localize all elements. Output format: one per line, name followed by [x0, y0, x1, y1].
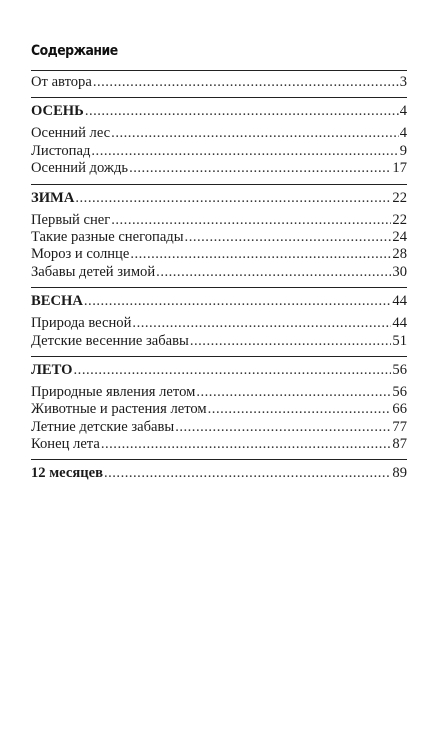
toc-page-number: 3	[399, 74, 407, 90]
dot-leader	[208, 401, 392, 418]
toc-entry	[31, 212, 407, 229]
toc-page-number: 24	[392, 228, 407, 245]
toc-page-number: 30	[392, 263, 407, 280]
toc-entry-label: ЛЕТО	[31, 361, 73, 378]
dot-leader	[111, 212, 391, 229]
toc-page-number: 22	[392, 211, 407, 228]
toc-section	[31, 97, 407, 177]
toc-entry	[31, 160, 407, 177]
toc-section	[31, 459, 407, 487]
toc-page-number: 87	[392, 436, 407, 453]
toc-entry	[31, 315, 407, 332]
dot-leader	[196, 384, 391, 401]
dot-leader	[185, 229, 392, 246]
toc-entry	[31, 264, 407, 281]
toc-entry	[31, 246, 407, 263]
toc-entry-label: ЗИМА	[31, 189, 75, 206]
toc-entry	[31, 74, 407, 91]
toc-page-number: 56	[392, 361, 407, 378]
toc-page-number: 28	[392, 246, 407, 263]
toc-part-heading	[31, 362, 407, 384]
toc-section	[31, 70, 407, 91]
dot-leader	[84, 293, 392, 310]
dot-leader	[130, 246, 391, 263]
table-of-contents	[31, 70, 407, 493]
dot-leader	[156, 264, 391, 281]
dot-leader	[190, 333, 392, 350]
toc-entry-label: Природные явления летом	[31, 383, 196, 400]
dot-leader	[104, 465, 391, 482]
toc-page-number: 77	[392, 418, 407, 435]
dot-leader	[111, 125, 399, 142]
toc-entry-label: Животные и растения летом	[31, 401, 207, 418]
toc-entry-label: Детские весенние забавы	[31, 332, 189, 349]
dot-leader	[91, 143, 398, 160]
toc-entry-label: ОСЕНЬ	[31, 103, 84, 120]
toc-entry-label: От автора	[31, 74, 92, 90]
toc-entry	[31, 229, 407, 246]
page-title: Содержание	[31, 43, 118, 59]
toc-page-number: 17	[392, 160, 407, 177]
toc-section	[31, 356, 407, 454]
toc-page-number: 9	[399, 142, 407, 159]
dot-leader	[85, 103, 399, 120]
toc-page-number: 44	[392, 315, 407, 332]
toc-page-number: 66	[392, 401, 407, 418]
dot-leader	[93, 74, 399, 91]
toc-entry-label: Первый снег	[31, 211, 111, 228]
toc-entry-label: Забавы детей зимой	[31, 263, 156, 280]
dot-leader	[129, 160, 391, 177]
toc-entry	[31, 333, 407, 350]
toc-entry	[31, 401, 407, 418]
dot-leader	[74, 362, 392, 379]
toc-page-number: 4	[399, 103, 407, 120]
toc-part-heading	[31, 103, 407, 125]
dot-leader	[175, 419, 391, 436]
toc-entry	[31, 384, 407, 401]
toc-section	[31, 184, 407, 282]
toc-entry-label: Осенний дождь	[31, 160, 129, 177]
toc-page-number: 4	[399, 125, 407, 142]
toc-page-number: 44	[392, 293, 407, 310]
toc-entry	[31, 419, 407, 436]
dot-leader	[75, 190, 391, 207]
toc-entry-label: Летние детские забавы	[31, 418, 175, 435]
toc-entry	[31, 436, 407, 453]
toc-section	[31, 287, 407, 350]
toc-entry	[31, 143, 407, 160]
toc-part-heading	[31, 293, 407, 315]
toc-page-number: 89	[392, 465, 407, 482]
toc-entry	[31, 125, 407, 142]
toc-entry-label: ВЕСНА	[31, 293, 83, 310]
toc-entry-label: Такие разные снегопады	[31, 228, 184, 245]
toc-page-number: 51	[392, 332, 407, 349]
toc-entry-label: Конец лета	[31, 436, 100, 453]
toc-page-number: 56	[392, 383, 407, 400]
toc-entry-label: Осенний лес	[31, 125, 111, 142]
toc-part-heading	[31, 465, 407, 487]
dot-leader	[132, 315, 391, 332]
toc-entry-label: Мороз и солнце	[31, 246, 130, 263]
dot-leader	[101, 436, 392, 453]
toc-part-heading	[31, 190, 407, 212]
toc-page-number: 22	[392, 189, 407, 206]
toc-entry-label: Природа весной	[31, 315, 132, 332]
toc-entry-label: Листопад	[31, 142, 91, 159]
toc-entry-label: 12 месяцев	[31, 465, 103, 482]
